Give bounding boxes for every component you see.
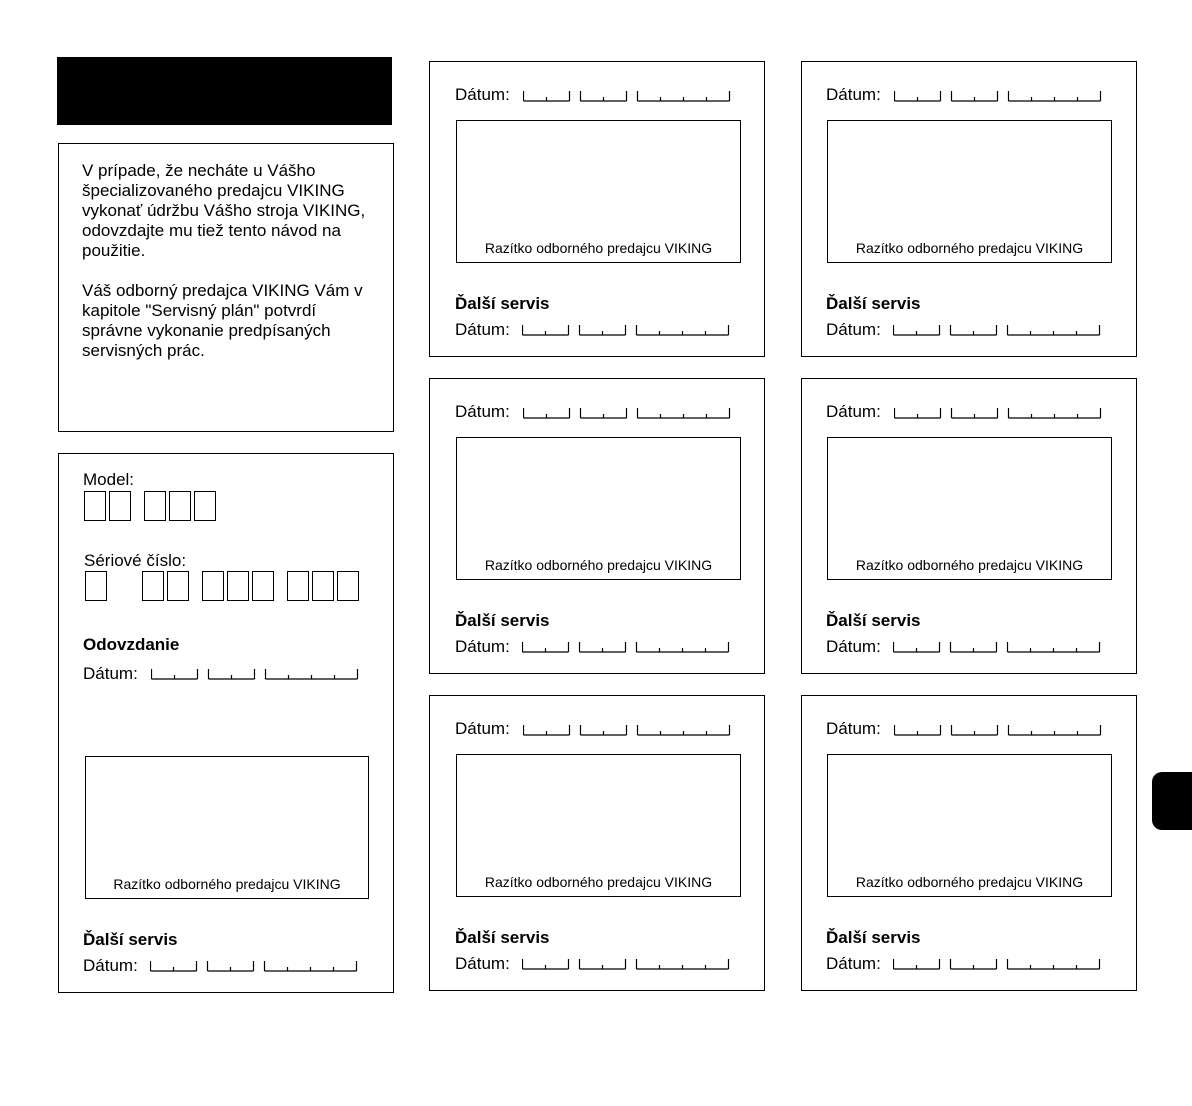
date-tick-marks [523,407,733,419]
service-date-label: Dátum: [455,85,510,104]
serial-digit[interactable] [167,571,189,601]
intro-text-box [58,143,394,432]
service-card [429,378,765,674]
handover-heading: Odovzdanie [83,635,180,654]
service-date-label: Dátum: [826,85,881,104]
stamp-label: Razítko odborného predajcu VIKING [855,240,1084,256]
date-tick-marks [893,958,1103,970]
service-date-field[interactable] [523,724,733,736]
model-digit-fields[interactable] [84,491,219,523]
next-service-heading: Ďalší servis [826,294,921,313]
serial-digit[interactable] [252,571,274,601]
model-digit[interactable] [144,491,166,521]
service-date-field[interactable] [894,407,1104,419]
next-service-heading: Ďalší servis [455,294,550,313]
section-header-bar [57,57,392,125]
serial-number-label: Sériové číslo: [84,551,187,570]
next-service-date-label: Dátum: [826,954,881,973]
next-service-heading: Ďalší servis [826,611,921,630]
date-tick-marks [523,724,733,736]
next-service-date-label: Dátum: [455,320,510,339]
service-card [429,61,765,357]
next-service-date-field[interactable] [893,958,1103,970]
stamp-label: Razítko odborného predajcu VIKING [484,874,713,890]
service-date-label: Dátum: [455,402,510,421]
dealer-stamp-area [456,437,741,580]
date-tick-marks [522,641,732,653]
serial-digit[interactable] [227,571,249,601]
serial-digit[interactable] [287,571,309,601]
dealer-stamp-area [456,120,741,263]
serial-digit[interactable] [202,571,224,601]
dealer-stamp-area [456,754,741,897]
service-date-label: Dátum: [826,402,881,421]
service-date-label: Dátum: [455,719,510,738]
next-service-date-label: Dátum: [826,320,881,339]
date-tick-marks [894,90,1104,102]
service-date-field[interactable] [523,90,733,102]
next-service-date-label: Dátum: [826,637,881,656]
dealer-stamp-area [827,437,1112,580]
intro-paragraph-2: Váš odborný predajca VIKING Vám v kapitole "Servisný plán" potvrdí správne vykonanie predpísaných servisných prác. [82,281,363,360]
date-tick-marks [522,324,732,336]
next-service-date-field[interactable] [522,641,732,653]
serial-digit-fields[interactable] [85,571,362,603]
model-digit[interactable] [84,491,106,521]
stamp-label: Razítko odborného predajcu VIKING [113,876,341,892]
delivery-box [58,453,394,993]
stamp-label: Razítko odborného predajcu VIKING [484,557,713,573]
service-card [801,61,1137,357]
serial-digit[interactable] [312,571,334,601]
serial-digit[interactable] [337,571,359,601]
model-digit[interactable] [169,491,191,521]
date-tick-marks [523,90,733,102]
date-tick-marks [894,724,1104,736]
stamp-label: Razítko odborného predajcu VIKING [484,240,713,256]
service-date-field[interactable] [894,90,1104,102]
date-tick-marks [894,407,1104,419]
service-date-field[interactable] [523,407,733,419]
next-service-heading: Ďalší servis [455,611,550,630]
stamp-label: Razítko odborného predajcu VIKING [855,874,1084,890]
next-service-date-label: Dátum: [455,954,510,973]
date-tick-marks [893,324,1103,336]
model-digit[interactable] [194,491,216,521]
next-service-date-label: Dátum: [455,637,510,656]
next-service-date-field[interactable] [150,960,360,972]
date-tick-marks [522,958,732,970]
model-digit[interactable] [109,491,131,521]
next-service-date-label: Dátum: [83,956,138,975]
next-service-date-field[interactable] [522,324,732,336]
service-card [801,695,1137,991]
dealer-stamp-area [827,120,1112,263]
date-tick-marks [151,668,361,680]
date-tick-marks [893,641,1103,653]
model-label: Model: [83,470,135,489]
handover-date-field[interactable] [151,668,361,680]
stamp-label: Razítko odborného predajcu VIKING [855,557,1084,573]
intro-paragraph-1: V prípade, že necháte u Vášho špecializovaného predajcu VIKING vykonať údržbu Vášho stroja VIKING, odovzdajte mu tiež tento návod na použitie. [82,161,366,260]
service-card [429,695,765,991]
chapter-tab [1152,772,1192,830]
next-service-date-field[interactable] [522,958,732,970]
dealer-stamp-area [85,756,369,899]
dealer-stamp-area [827,754,1112,897]
next-service-heading: Ďalší servis [83,930,178,949]
serial-digit[interactable] [142,571,164,601]
next-service-date-field[interactable] [893,641,1103,653]
handover-date-label: Dátum: [83,664,138,683]
service-date-field[interactable] [894,724,1104,736]
next-service-heading: Ďalší servis [455,928,550,947]
serial-digit[interactable] [85,571,107,601]
date-tick-marks [150,960,360,972]
service-card [801,378,1137,674]
next-service-heading: Ďalší servis [826,928,921,947]
service-date-label: Dátum: [826,719,881,738]
next-service-date-field[interactable] [893,324,1103,336]
